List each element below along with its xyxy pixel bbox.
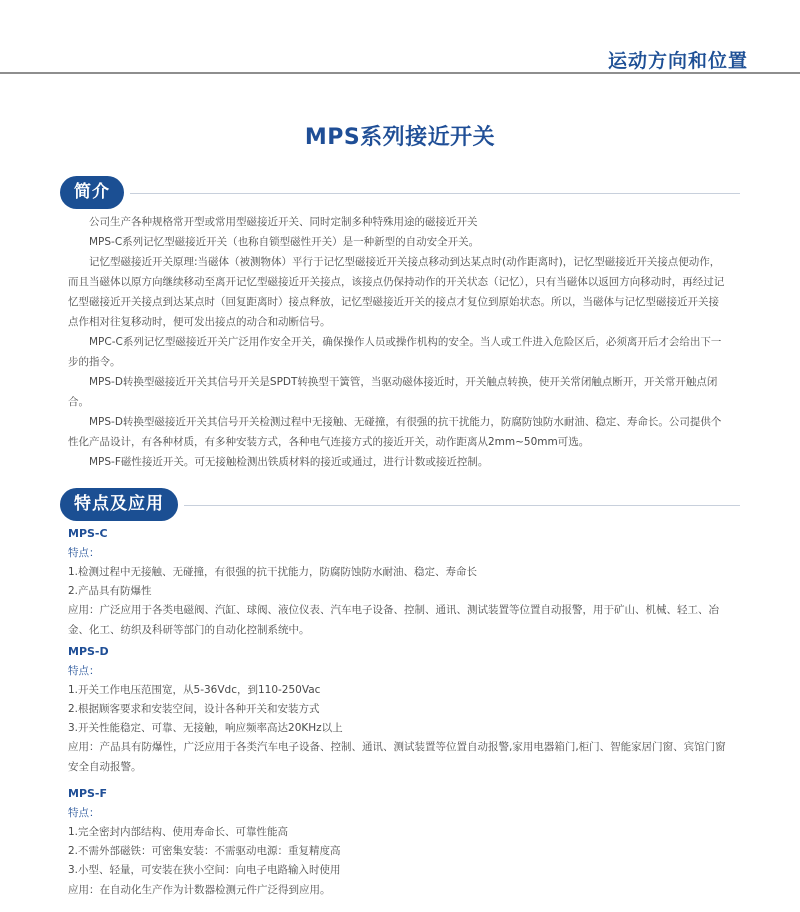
product-name: MPS-D [68,645,109,658]
features-divider [184,505,740,506]
features-label: 特点： [68,547,100,559]
page-title: MPS系列接近开关 [304,125,496,150]
feature-item: 2.产品具有防爆性 [68,585,152,597]
feature-item: 2.根据顾客要求和安装空间，设计各种开关和安装方式 [68,703,320,715]
feature-item: 3.小型、轻量，可安装在狭小空间：向电子电路输入时使用 [68,864,341,876]
features-label: 特点： [68,665,100,677]
intro-paragraph: MPS-D转换型磁接近开关其信号开关检测过程中无接触、无碰撞，有很强的抗干扰能力，防腐防蚀防水耐油、稳定、寿命长。公司提供个性化产品设计，有各种材质，有多种安装方式，各种电气连接方式的接近开关，动作距离从2mm~50mm可选。 [68,416,722,448]
application-text: 应用：广泛应用于各类电磁阀、汽缸、球阀、液位仪表、汽车电子设备、控制、通讯、测试装置等位置自动报警，用于矿山、机械、轻工、冶金、化工、纺织及科研等部门的自动化控制系统中。 [68,604,719,636]
intro-divider [130,193,740,194]
intro-paragraph: MPS-F磁性接近开关。可无接触检测出铁质材料的接近或通过，进行计数或接近控制。 [89,456,489,468]
feature-item: 1.完全密封内部结构、使用寿命长、可靠性能高 [68,826,289,838]
header-divider [0,72,800,74]
intro-paragraph: 记忆型磁接近开关原理:当磁体（被测物体）平行于记忆型磁接近开关接点移动到达某点时(动作距离时)，记忆型磁接近开关接点便动作，而且当磁体以原方向继续移动至离开记忆型磁接近开关接点，该接点仍保持动作的开关状态（记忆），只有当磁体以返回方向移动时，再经过记忆型磁接近开关接点到达某点时（回复距离时）接点释放，记忆型磁接近开关的接点才复位到原始状态。所以，当磁体与记忆型磁接近开关接点作相对往复移动时，便可发出接点的动合和动断信号。 [68,256,725,328]
features-label: 特点： [68,807,100,819]
intro-paragraph: MPS-D转换型磁接近开关其信号开关是SPDT转换型干簧管，当驱动磁体接近时，开关触点转换，使开关常闭触点断开，开关常开触点闭合。 [68,376,718,408]
application-text: 应用：产品具有防爆性，广泛应用于各类汽车电子设备、控制、通讯、测试装置等位置自动报警,家用电器箱门,柜门、智能家居门窗、宾馆门窗安全自动报警。 [68,741,726,773]
application-text: 应用：在自动化生产作为计数器检测元件广泛得到应用。 [68,884,331,896]
product-name: MPS-F [68,787,108,800]
feature-item: 1.检测过程中无接触、无碰撞，有很强的抗干扰能力，防腐防蚀防水耐油、稳定、寿命长 [68,566,478,578]
header-title: 运动方向和位置 [607,50,748,72]
intro-paragraph: MPC-C系列记忆型磁接近开关广泛用作安全开关，确保操作人员或操作机构的安全。当人或工件进入危险区后，必须离开后才会给出下一步的指令。 [68,336,722,368]
feature-item: 3.开关性能稳定、可靠、无接触，响应频率高达20KHz以上 [68,722,343,734]
product-name: MPS-C [68,527,108,540]
features-heading: 特点及应用 [60,488,178,521]
intro-paragraph: MPS-C系列记忆型磁接近开关（也称自锁型磁性开关）是一种新型的自动安全开关。 [89,236,480,248]
intro-heading: 简介 [60,176,124,209]
feature-item: 2.不需外部磁铁：可密集安装：不需驱动电源：重复精度高 [68,845,341,857]
intro-paragraph: 公司生产各种规格常开型或常用型磁接近开关、同时定制多种特殊用途的磁接近开关 [89,216,478,228]
feature-item: 1.开关工作电压范围宽，从5-36Vdc，到110-250Vac [68,684,321,696]
